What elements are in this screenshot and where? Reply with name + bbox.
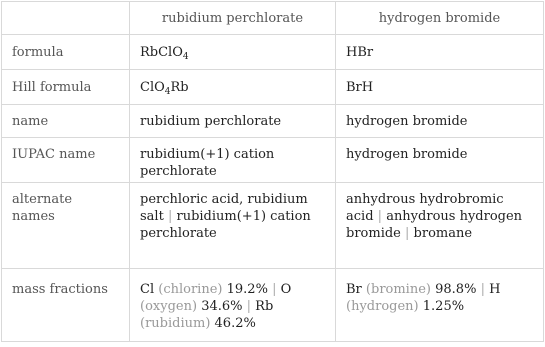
table-row <box>2 269 544 342</box>
formula-part: ClO <box>140 79 165 95</box>
separator: | <box>377 209 383 224</box>
separator: | <box>405 226 410 241</box>
iupac-name-cell: hydrogen bromide <box>336 138 544 183</box>
table-row <box>2 35 544 70</box>
element-symbol: H <box>489 282 501 297</box>
mass-fraction-value: 34.6% <box>201 299 243 314</box>
alternate-name: rubidium(+1) cation perchlorate <box>140 209 311 241</box>
column-header: rubidium perchlorate <box>130 2 336 35</box>
mass-fractions-cell <box>336 269 544 342</box>
column-header: hydrogen bromide <box>336 2 544 35</box>
name-cell: rubidium perchlorate <box>130 105 336 138</box>
element-name: (hydrogen) <box>346 299 419 314</box>
mass-fractions-cell <box>130 269 336 342</box>
formula-main: RbClO <box>140 44 183 60</box>
separator: | <box>272 282 277 297</box>
row-label: mass fractions <box>2 269 130 342</box>
element-name: (chlorine) <box>158 282 223 297</box>
element-name: (rubidium) <box>140 316 211 331</box>
separator: | <box>480 282 485 297</box>
alternate-name: perchloric acid, rubidium salt <box>140 192 308 224</box>
iupac-name-cell: rubidium(+1) cation perchlorate <box>130 138 336 183</box>
mass-fraction-value: 46.2% <box>214 316 256 331</box>
corner-cell <box>2 2 130 35</box>
name-cell: hydrogen bromide <box>336 105 544 138</box>
separator: | <box>246 299 252 314</box>
element-symbol: Br <box>346 282 362 297</box>
alternate-names-cell <box>130 183 336 269</box>
formula-part: Rb <box>170 79 189 95</box>
hill-formula-cell <box>130 70 336 105</box>
mass-fraction-value: 98.8% <box>435 282 477 297</box>
hill-formula-cell: BrH <box>336 70 544 105</box>
table-row <box>2 105 544 138</box>
formula-cell: HBr <box>336 35 544 70</box>
row-label: alternate names <box>2 183 130 269</box>
element-symbol: Rb <box>255 299 274 314</box>
formula-subscript: 4 <box>164 86 171 97</box>
element-name: (oxygen) <box>140 299 198 314</box>
formula-cell <box>130 35 336 70</box>
separator: | <box>167 209 173 224</box>
table-row <box>2 70 544 105</box>
formula-subscript: 4 <box>182 51 189 62</box>
element-symbol: O <box>280 282 292 297</box>
alternate-name: anhydrous hydrogen bromide <box>346 209 523 241</box>
alternate-names-cell <box>336 183 544 269</box>
alternate-name: bromane <box>413 226 473 241</box>
row-label: name <box>2 105 130 138</box>
mass-fraction-value: 1.25% <box>422 299 465 314</box>
row-label: formula <box>2 35 130 70</box>
row-label: Hill formula <box>2 70 130 105</box>
table-row <box>2 183 544 269</box>
alternate-name: anhydrous hydrobromic acid <box>346 192 504 224</box>
comparison-table <box>1 1 544 342</box>
mass-fraction-value: 19.2% <box>226 282 268 297</box>
element-name: (bromine) <box>365 282 431 297</box>
header-row <box>2 2 544 35</box>
row-label: IUPAC name <box>2 138 130 183</box>
element-symbol: Cl <box>140 282 155 297</box>
table-row <box>2 138 544 183</box>
